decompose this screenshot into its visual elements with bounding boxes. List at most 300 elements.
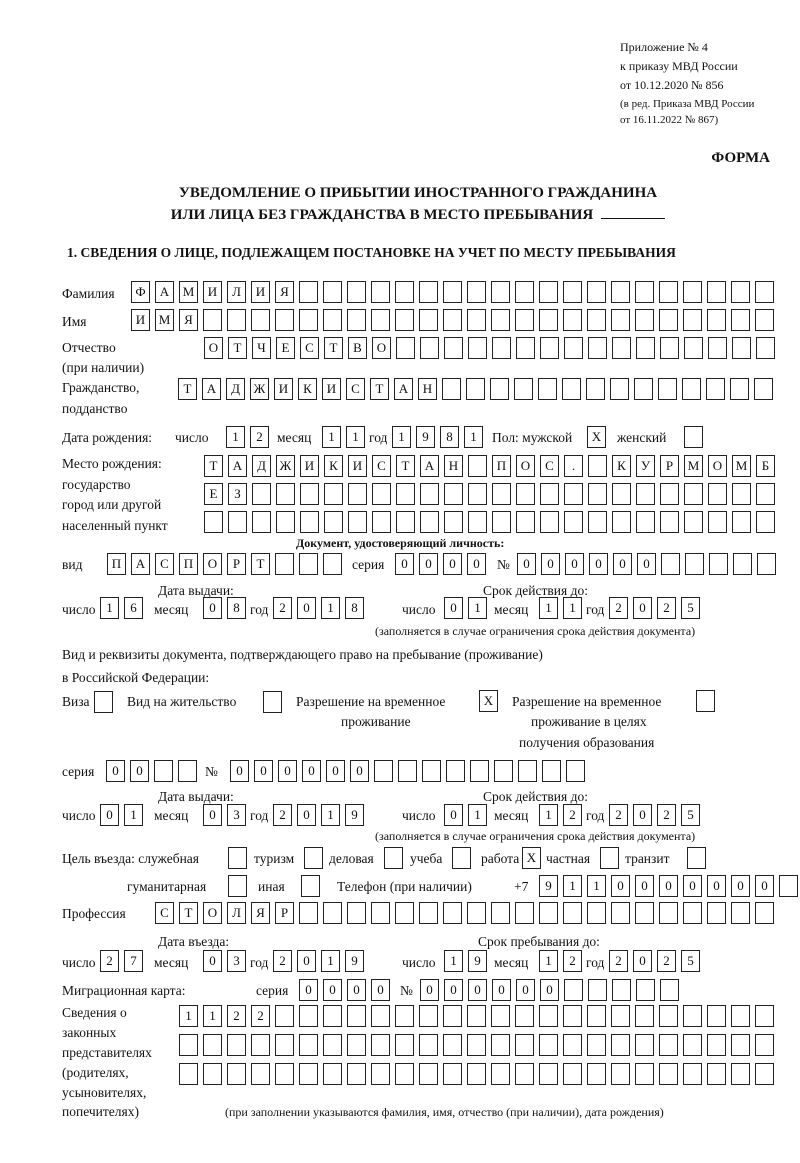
char-box[interactable]: 2 <box>250 426 269 448</box>
char-box[interactable] <box>371 902 390 924</box>
char-box[interactable]: 2 <box>563 804 582 826</box>
char-box[interactable] <box>708 337 727 359</box>
birth-year-field[interactable] <box>392 426 483 448</box>
char-box[interactable] <box>636 337 655 359</box>
char-box[interactable]: Т <box>396 455 415 477</box>
char-box[interactable] <box>515 1005 534 1027</box>
char-box[interactable] <box>684 483 703 505</box>
char-box[interactable]: 2 <box>100 950 119 972</box>
char-box[interactable]: Ф <box>131 281 150 303</box>
char-box[interactable] <box>733 553 752 575</box>
char-box[interactable]: Л <box>227 281 246 303</box>
char-box[interactable] <box>540 337 559 359</box>
until-month[interactable] <box>539 950 582 972</box>
char-box[interactable] <box>683 309 702 331</box>
char-box[interactable]: 0 <box>420 979 439 1001</box>
char-box[interactable]: 5 <box>681 950 700 972</box>
char-box[interactable]: 0 <box>707 875 726 897</box>
representatives-row-2[interactable] <box>179 1034 774 1056</box>
char-box[interactable] <box>275 1034 294 1056</box>
char-box[interactable]: 0 <box>755 875 774 897</box>
char-box[interactable]: 0 <box>635 875 654 897</box>
char-box[interactable]: 8 <box>440 426 459 448</box>
char-box[interactable] <box>731 1005 750 1027</box>
char-box[interactable]: В <box>348 337 367 359</box>
patronymic-field[interactable] <box>204 337 775 359</box>
char-box[interactable] <box>564 511 583 533</box>
char-box[interactable] <box>323 309 342 331</box>
char-box[interactable] <box>515 1063 534 1085</box>
char-box[interactable]: Т <box>324 337 343 359</box>
char-box[interactable]: Ж <box>276 455 295 477</box>
entry-month[interactable] <box>203 950 246 972</box>
char-box[interactable] <box>395 309 414 331</box>
char-box[interactable] <box>395 1034 414 1056</box>
char-box[interactable] <box>347 309 366 331</box>
char-box[interactable] <box>442 378 461 400</box>
char-box[interactable]: 0 <box>633 597 652 619</box>
char-box[interactable]: Я <box>251 902 270 924</box>
char-box[interactable] <box>467 281 486 303</box>
char-box[interactable] <box>347 281 366 303</box>
char-box[interactable] <box>611 1063 630 1085</box>
char-box[interactable]: Д <box>252 455 271 477</box>
char-box[interactable]: 8 <box>345 597 364 619</box>
char-box[interactable] <box>371 281 390 303</box>
char-box[interactable]: С <box>346 378 365 400</box>
char-box[interactable] <box>539 281 558 303</box>
char-box[interactable] <box>251 1063 270 1085</box>
id-doc-number-field[interactable] <box>517 553 776 575</box>
char-box[interactable]: А <box>228 455 247 477</box>
char-box[interactable]: 1 <box>444 950 463 972</box>
char-box[interactable]: 0 <box>516 979 535 1001</box>
char-box[interactable] <box>299 553 318 575</box>
char-box[interactable]: 1 <box>464 426 483 448</box>
char-box[interactable]: О <box>516 455 535 477</box>
char-box[interactable] <box>684 426 703 448</box>
stay-expiry-day[interactable] <box>444 804 487 826</box>
char-box[interactable] <box>468 337 487 359</box>
char-box[interactable] <box>491 1005 510 1027</box>
char-box[interactable] <box>732 483 751 505</box>
char-box[interactable]: 0 <box>443 553 462 575</box>
char-box[interactable] <box>636 483 655 505</box>
char-box[interactable]: 2 <box>227 1005 246 1027</box>
char-box[interactable]: 0 <box>130 760 149 782</box>
char-box[interactable] <box>227 1063 246 1085</box>
char-box[interactable]: 5 <box>681 597 700 619</box>
char-box[interactable] <box>275 553 294 575</box>
char-box[interactable]: 9 <box>468 950 487 972</box>
char-box[interactable]: 0 <box>565 553 584 575</box>
char-box[interactable] <box>732 337 751 359</box>
char-box[interactable] <box>252 483 271 505</box>
char-box[interactable] <box>492 337 511 359</box>
char-box[interactable] <box>659 1063 678 1085</box>
char-box[interactable]: 2 <box>657 597 676 619</box>
char-box[interactable] <box>588 483 607 505</box>
char-box[interactable] <box>347 1005 366 1027</box>
char-box[interactable] <box>203 1063 222 1085</box>
char-box[interactable] <box>706 378 725 400</box>
until-day[interactable] <box>444 950 487 972</box>
char-box[interactable] <box>540 511 559 533</box>
char-box[interactable]: 9 <box>345 804 364 826</box>
char-box[interactable] <box>731 1034 750 1056</box>
char-box[interactable] <box>755 309 774 331</box>
char-box[interactable]: З <box>228 483 247 505</box>
char-box[interactable]: 1 <box>563 597 582 619</box>
char-box[interactable]: Е <box>276 337 295 359</box>
char-box[interactable] <box>515 309 534 331</box>
char-box[interactable] <box>371 1034 390 1056</box>
char-box[interactable] <box>756 483 775 505</box>
char-box[interactable] <box>660 337 679 359</box>
char-box[interactable]: А <box>420 455 439 477</box>
char-box[interactable] <box>420 483 439 505</box>
char-box[interactable] <box>684 337 703 359</box>
stay-doc-number-field[interactable] <box>230 760 585 782</box>
char-box[interactable]: С <box>300 337 319 359</box>
char-box[interactable] <box>635 1034 654 1056</box>
char-box[interactable]: . <box>564 455 583 477</box>
char-box[interactable] <box>276 511 295 533</box>
title-blank-line[interactable] <box>601 218 665 219</box>
char-box[interactable]: 0 <box>611 875 630 897</box>
char-box[interactable] <box>539 902 558 924</box>
char-box[interactable]: Р <box>275 902 294 924</box>
id-expiry-day[interactable] <box>444 597 487 619</box>
char-box[interactable]: 0 <box>299 979 318 1001</box>
char-box[interactable]: 0 <box>731 875 750 897</box>
id-issue-day[interactable] <box>100 597 143 619</box>
char-box[interactable] <box>275 1063 294 1085</box>
char-box[interactable]: 3 <box>227 804 246 826</box>
char-box[interactable] <box>276 483 295 505</box>
representatives-row-3[interactable] <box>179 1063 774 1085</box>
phone-field[interactable] <box>539 875 798 897</box>
char-box[interactable]: 1 <box>468 597 487 619</box>
char-box[interactable] <box>395 902 414 924</box>
char-box[interactable] <box>709 553 728 575</box>
visa-checkbox[interactable] <box>94 691 113 713</box>
char-box[interactable] <box>587 281 606 303</box>
char-box[interactable] <box>661 553 680 575</box>
char-box[interactable] <box>348 511 367 533</box>
char-box[interactable] <box>731 902 750 924</box>
char-box[interactable] <box>419 1005 438 1027</box>
char-box[interactable]: 2 <box>609 804 628 826</box>
char-box[interactable]: И <box>274 378 293 400</box>
char-box[interactable] <box>635 281 654 303</box>
char-box[interactable] <box>467 902 486 924</box>
char-box[interactable]: О <box>204 337 223 359</box>
char-box[interactable] <box>755 1005 774 1027</box>
id-expiry-year[interactable] <box>609 597 700 619</box>
char-box[interactable] <box>518 760 537 782</box>
char-box[interactable] <box>683 902 702 924</box>
char-box[interactable]: 0 <box>278 760 297 782</box>
char-box[interactable] <box>611 309 630 331</box>
char-box[interactable] <box>179 1034 198 1056</box>
sex-female-checkbox[interactable] <box>684 426 703 448</box>
id-issue-year[interactable] <box>273 597 364 619</box>
char-box[interactable]: И <box>300 455 319 477</box>
char-box[interactable]: 0 <box>492 979 511 1001</box>
char-box[interactable] <box>539 309 558 331</box>
char-box[interactable]: Т <box>251 553 270 575</box>
char-box[interactable] <box>491 902 510 924</box>
char-box[interactable] <box>636 511 655 533</box>
char-box[interactable] <box>588 511 607 533</box>
char-box[interactable]: 0 <box>633 950 652 972</box>
char-box[interactable] <box>755 902 774 924</box>
char-box[interactable] <box>610 378 629 400</box>
char-box[interactable] <box>730 378 749 400</box>
char-box[interactable] <box>754 378 773 400</box>
char-box[interactable]: 1 <box>124 804 143 826</box>
char-box[interactable] <box>494 760 513 782</box>
char-box[interactable]: Д <box>226 378 245 400</box>
char-box[interactable] <box>203 1034 222 1056</box>
char-box[interactable]: 0 <box>467 553 486 575</box>
char-box[interactable] <box>756 511 775 533</box>
char-box[interactable]: П <box>107 553 126 575</box>
char-box[interactable] <box>374 760 393 782</box>
char-box[interactable] <box>659 309 678 331</box>
char-box[interactable]: 3 <box>227 950 246 972</box>
char-box[interactable] <box>299 1034 318 1056</box>
purpose-work-checkbox[interactable] <box>522 847 541 869</box>
char-box[interactable] <box>492 483 511 505</box>
char-box[interactable]: 7 <box>124 950 143 972</box>
char-box[interactable] <box>757 553 776 575</box>
char-box[interactable]: 9 <box>539 875 558 897</box>
char-box[interactable] <box>539 1005 558 1027</box>
char-box[interactable] <box>708 511 727 533</box>
purpose-other-checkbox[interactable] <box>301 875 320 897</box>
char-box[interactable]: 0 <box>419 553 438 575</box>
char-box[interactable] <box>252 511 271 533</box>
char-box[interactable]: Ч <box>252 337 271 359</box>
char-box[interactable]: 2 <box>251 1005 270 1027</box>
char-box[interactable] <box>587 1005 606 1027</box>
id-expiry-month[interactable] <box>539 597 582 619</box>
char-box[interactable]: 1 <box>392 426 411 448</box>
char-box[interactable] <box>491 309 510 331</box>
char-box[interactable]: И <box>251 281 270 303</box>
char-box[interactable] <box>443 1063 462 1085</box>
purpose-study-checkbox[interactable] <box>452 847 471 869</box>
char-box[interactable] <box>756 337 775 359</box>
char-box[interactable] <box>395 281 414 303</box>
char-box[interactable] <box>755 281 774 303</box>
char-box[interactable] <box>299 1063 318 1085</box>
char-box[interactable] <box>563 902 582 924</box>
id-doc-series-field[interactable] <box>395 553 486 575</box>
char-box[interactable] <box>707 309 726 331</box>
surname-field[interactable] <box>131 281 774 303</box>
char-box[interactable]: Н <box>444 455 463 477</box>
char-box[interactable] <box>227 1034 246 1056</box>
char-box[interactable] <box>563 1005 582 1027</box>
char-box[interactable] <box>491 1034 510 1056</box>
purpose-official-checkbox[interactable] <box>228 847 247 869</box>
stay-issue-day[interactable] <box>100 804 143 826</box>
char-box[interactable] <box>446 760 465 782</box>
char-box[interactable]: О <box>203 902 222 924</box>
char-box[interactable] <box>516 511 535 533</box>
char-box[interactable] <box>540 483 559 505</box>
char-box[interactable] <box>683 1063 702 1085</box>
char-box[interactable] <box>443 1034 462 1056</box>
purpose-transit-checkbox[interactable] <box>687 847 706 869</box>
char-box[interactable] <box>490 378 509 400</box>
stay-doc-series-field[interactable] <box>106 760 197 782</box>
char-box[interactable] <box>323 1005 342 1027</box>
char-box[interactable] <box>635 902 654 924</box>
char-box[interactable] <box>396 483 415 505</box>
char-box[interactable]: О <box>708 455 727 477</box>
char-box[interactable] <box>372 483 391 505</box>
char-box[interactable] <box>323 281 342 303</box>
char-box[interactable] <box>612 511 631 533</box>
char-box[interactable]: 0 <box>541 553 560 575</box>
char-box[interactable]: 0 <box>659 875 678 897</box>
birth-month-field[interactable] <box>322 426 365 448</box>
char-box[interactable]: X <box>587 426 606 448</box>
char-box[interactable] <box>732 511 751 533</box>
char-box[interactable] <box>94 691 113 713</box>
name-field[interactable] <box>131 309 774 331</box>
char-box[interactable] <box>228 847 247 869</box>
char-box[interactable]: 1 <box>539 597 558 619</box>
char-box[interactable]: Т <box>370 378 389 400</box>
char-box[interactable] <box>347 1034 366 1056</box>
char-box[interactable] <box>683 281 702 303</box>
char-box[interactable] <box>515 902 534 924</box>
char-box[interactable] <box>659 1034 678 1056</box>
char-box[interactable] <box>420 337 439 359</box>
char-box[interactable] <box>299 281 318 303</box>
stay-issue-year[interactable] <box>273 804 364 826</box>
char-box[interactable] <box>600 847 619 869</box>
char-box[interactable] <box>467 309 486 331</box>
char-box[interactable]: М <box>732 455 751 477</box>
profession-field[interactable] <box>155 902 774 924</box>
char-box[interactable]: 2 <box>657 950 676 972</box>
char-box[interactable] <box>470 760 489 782</box>
char-box[interactable]: Я <box>179 309 198 331</box>
char-box[interactable]: 9 <box>345 950 364 972</box>
char-box[interactable] <box>444 337 463 359</box>
char-box[interactable] <box>514 378 533 400</box>
char-box[interactable] <box>452 847 471 869</box>
char-box[interactable] <box>588 337 607 359</box>
char-box[interactable]: М <box>155 309 174 331</box>
char-box[interactable]: И <box>322 378 341 400</box>
char-box[interactable]: 0 <box>540 979 559 1001</box>
char-box[interactable] <box>300 483 319 505</box>
char-box[interactable]: 0 <box>350 760 369 782</box>
char-box[interactable] <box>300 511 319 533</box>
id-doc-type-field[interactable] <box>107 553 342 575</box>
char-box[interactable]: 1 <box>321 597 340 619</box>
char-box[interactable] <box>658 378 677 400</box>
char-box[interactable]: 0 <box>323 979 342 1001</box>
char-box[interactable]: К <box>298 378 317 400</box>
char-box[interactable] <box>419 902 438 924</box>
char-box[interactable] <box>635 1063 654 1085</box>
char-box[interactable] <box>324 483 343 505</box>
char-box[interactable] <box>588 455 607 477</box>
char-box[interactable]: 0 <box>254 760 273 782</box>
char-box[interactable]: С <box>155 902 174 924</box>
migration-card-series[interactable] <box>299 979 390 1001</box>
char-box[interactable]: М <box>684 455 703 477</box>
char-box[interactable]: 2 <box>273 950 292 972</box>
char-box[interactable] <box>611 281 630 303</box>
char-box[interactable]: М <box>179 281 198 303</box>
char-box[interactable]: 0 <box>302 760 321 782</box>
char-box[interactable] <box>467 1005 486 1027</box>
char-box[interactable]: 2 <box>609 597 628 619</box>
char-box[interactable] <box>347 1063 366 1085</box>
char-box[interactable]: П <box>492 455 511 477</box>
char-box[interactable]: 0 <box>444 804 463 826</box>
char-box[interactable]: Я <box>275 281 294 303</box>
char-box[interactable]: 0 <box>203 804 222 826</box>
char-box[interactable]: А <box>155 281 174 303</box>
char-box[interactable] <box>660 979 679 1001</box>
char-box[interactable] <box>154 760 173 782</box>
char-box[interactable]: 0 <box>326 760 345 782</box>
char-box[interactable]: Ж <box>250 378 269 400</box>
char-box[interactable] <box>682 378 701 400</box>
char-box[interactable] <box>443 281 462 303</box>
citizenship-field[interactable] <box>178 378 773 400</box>
char-box[interactable] <box>419 1063 438 1085</box>
char-box[interactable] <box>612 483 631 505</box>
char-box[interactable]: И <box>203 281 222 303</box>
stay-expiry-month[interactable] <box>539 804 582 826</box>
char-box[interactable]: 0 <box>297 804 316 826</box>
char-box[interactable] <box>685 553 704 575</box>
char-box[interactable] <box>611 902 630 924</box>
representatives-row-1[interactable] <box>179 1005 774 1027</box>
char-box[interactable]: 2 <box>563 950 582 972</box>
char-box[interactable] <box>539 1034 558 1056</box>
char-box[interactable] <box>419 309 438 331</box>
char-box[interactable] <box>566 760 585 782</box>
char-box[interactable]: 0 <box>347 979 366 1001</box>
char-box[interactable] <box>444 511 463 533</box>
char-box[interactable] <box>684 511 703 533</box>
char-box[interactable]: 0 <box>297 597 316 619</box>
birthplace-row-2[interactable] <box>204 483 775 505</box>
entry-day[interactable] <box>100 950 143 972</box>
char-box[interactable]: 2 <box>273 597 292 619</box>
char-box[interactable]: 0 <box>106 760 125 782</box>
char-box[interactable] <box>731 1063 750 1085</box>
char-box[interactable] <box>731 281 750 303</box>
until-year[interactable] <box>609 950 700 972</box>
purpose-private-checkbox[interactable] <box>600 847 619 869</box>
char-box[interactable]: Н <box>418 378 437 400</box>
char-box[interactable]: 1 <box>322 426 341 448</box>
id-issue-month[interactable] <box>203 597 246 619</box>
